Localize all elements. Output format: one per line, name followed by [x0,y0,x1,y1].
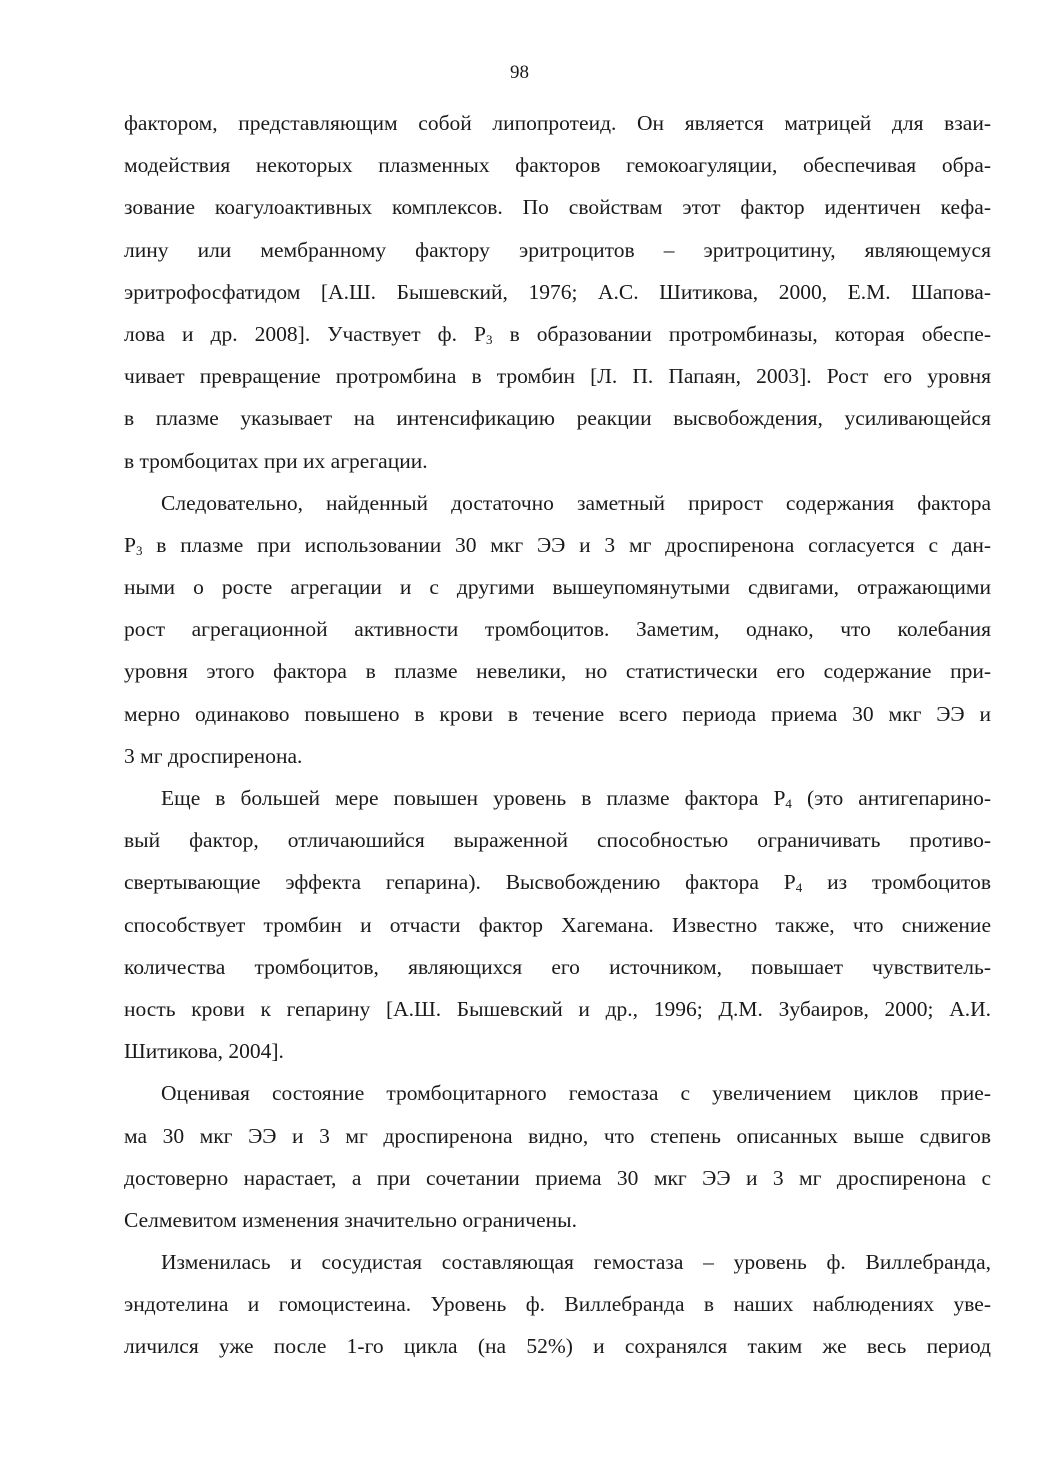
subscript: 4 [785,796,792,811]
text-span: из тромбоцитов [802,870,991,895]
text-line [124,151,991,179]
text-span: в образовании протромбиназы, которая обеспе- [492,321,991,346]
text-line [124,995,991,1023]
text-line [124,911,991,939]
text-line [124,953,991,981]
text-line [124,362,991,390]
text-span: эритрофосфатидом [А.Ш. Бышевский, 1976; А.С. Шитикова, 2000, Е.М. Шапова- [124,279,991,304]
text-span: чивает превращение протромбина в тромбин [Л. П. Папаян, 2003]. Рост его уровня [124,364,991,389]
text-line [124,573,991,601]
text-span: модействия некоторых плазменных факторов гемокоагуляции, обеспечивая обра- [124,153,991,178]
text-line [124,826,991,854]
text-line [124,404,991,432]
text-span: Следовательно, найденный достаточно заметный прирост содержания фактора [161,490,991,515]
text-span: эндотелина и гомоцистеина. Уровень ф. Виллебранда в наших наблюдениях уве- [124,1292,991,1317]
text-span: Селмевитом изменения значительно ограничены. [124,1207,577,1232]
text-line [124,1037,991,1065]
text-line [124,1122,991,1150]
text-line [124,1248,991,1276]
document-body [124,109,991,1375]
text-span: уровня этого фактора в плазме невелики, но статистически его содержание при- [124,659,991,684]
text-line [124,531,991,559]
text-span: мерно одинаково повышено в крови в течение всего периода приема 30 мкг ЭЭ и [124,701,991,726]
subscript: 3 [486,331,493,347]
text-span: в плазме указывает на интенсификацию реакции высвобождения, усиливающейся [124,406,991,431]
text-line [124,742,991,770]
text-line [124,489,991,517]
text-line [124,278,991,306]
subscript: 4 [795,880,803,896]
text-span: ными о росте агрегации и с другими вышеупомянутыми сдвигами, отражающими [124,575,991,600]
text-span: фактором, представляющим собой липопротеид. Он является матрицей для взаи- [124,111,991,135]
text-line [124,1206,991,1234]
text-line [124,1164,991,1192]
text-span: (это антигепарино- [791,786,992,810]
text-span: Еще в большей мере повышен уровень в плазме фактора Р [161,786,786,810]
text-line [124,784,991,812]
text-line [124,193,991,221]
text-span: достоверно нарастает, а при сочетании приема 30 мкг ЭЭ и 3 мг дроспиренона с [124,1165,991,1190]
page-number: 98 [510,62,529,83]
text-span: количества тромбоцитов, являющихся его источником, повышает чувствитель- [124,954,991,979]
text-span: свертывающие эффекта гепарина). Высвобождению фактора Р [124,870,796,895]
text-line [124,868,991,896]
text-span: лова и др. 2008]. Участвует ф. Р [124,321,486,346]
text-span: вый фактор, отличаюшийся выраженной способностью ограничивать противо- [124,828,991,853]
text-line [124,320,991,348]
text-span: в тромбоцитах при их агрегации. [124,448,428,473]
text-span: Р [124,532,136,557]
text-span: лину или мембранному фактору эритроцитов – эритроцитину, являющемуся [124,237,991,262]
text-span: 3 мг дроспиренона. [124,743,303,768]
text-span: способствует тромбин и отчасти фактор Хагемана. Известно также, что снижение [124,912,991,937]
subscript: 3 [135,542,143,558]
text-span: Шитикова, 2004]. [124,1039,284,1064]
text-line [124,236,991,264]
text-span: ность крови к гепарину [А.Ш. Бышевский и др., 1996; Д.М. Зубаиров, 2000; А.И. [124,996,991,1021]
text-span: личился уже после 1-го цикла (на 52%) и сохранялся таким же весь период [124,1334,991,1359]
text-span: ма 30 мкг ЭЭ и 3 мг дроспиренона видно, что степень описанных выше сдвигов [124,1123,991,1148]
text-line [124,615,991,643]
text-line [124,109,991,137]
text-line [124,657,991,685]
text-span: Оценивая состояние тромбоцитарного гемостаза с увеличением циклов прие- [161,1081,991,1106]
text-span: в плазме при использовании 30 мкг ЭЭ и 3 мг дроспиренона согласуется с дан- [142,532,991,557]
text-line [124,1290,991,1318]
text-line [124,1332,991,1360]
text-span: рост агрегационной активности тромбоцитов. Заметим, однако, что колебания [124,617,991,642]
text-span: зование коагулоактивных комплексов. По свойствам этот фактор идентичен кефа- [124,195,991,220]
text-line [124,700,991,728]
text-line [124,1079,991,1107]
text-span: Изменилась и сосудистая составляющая гемостаза – уровень ф. Виллебранда, [161,1250,991,1275]
text-line [124,447,991,475]
